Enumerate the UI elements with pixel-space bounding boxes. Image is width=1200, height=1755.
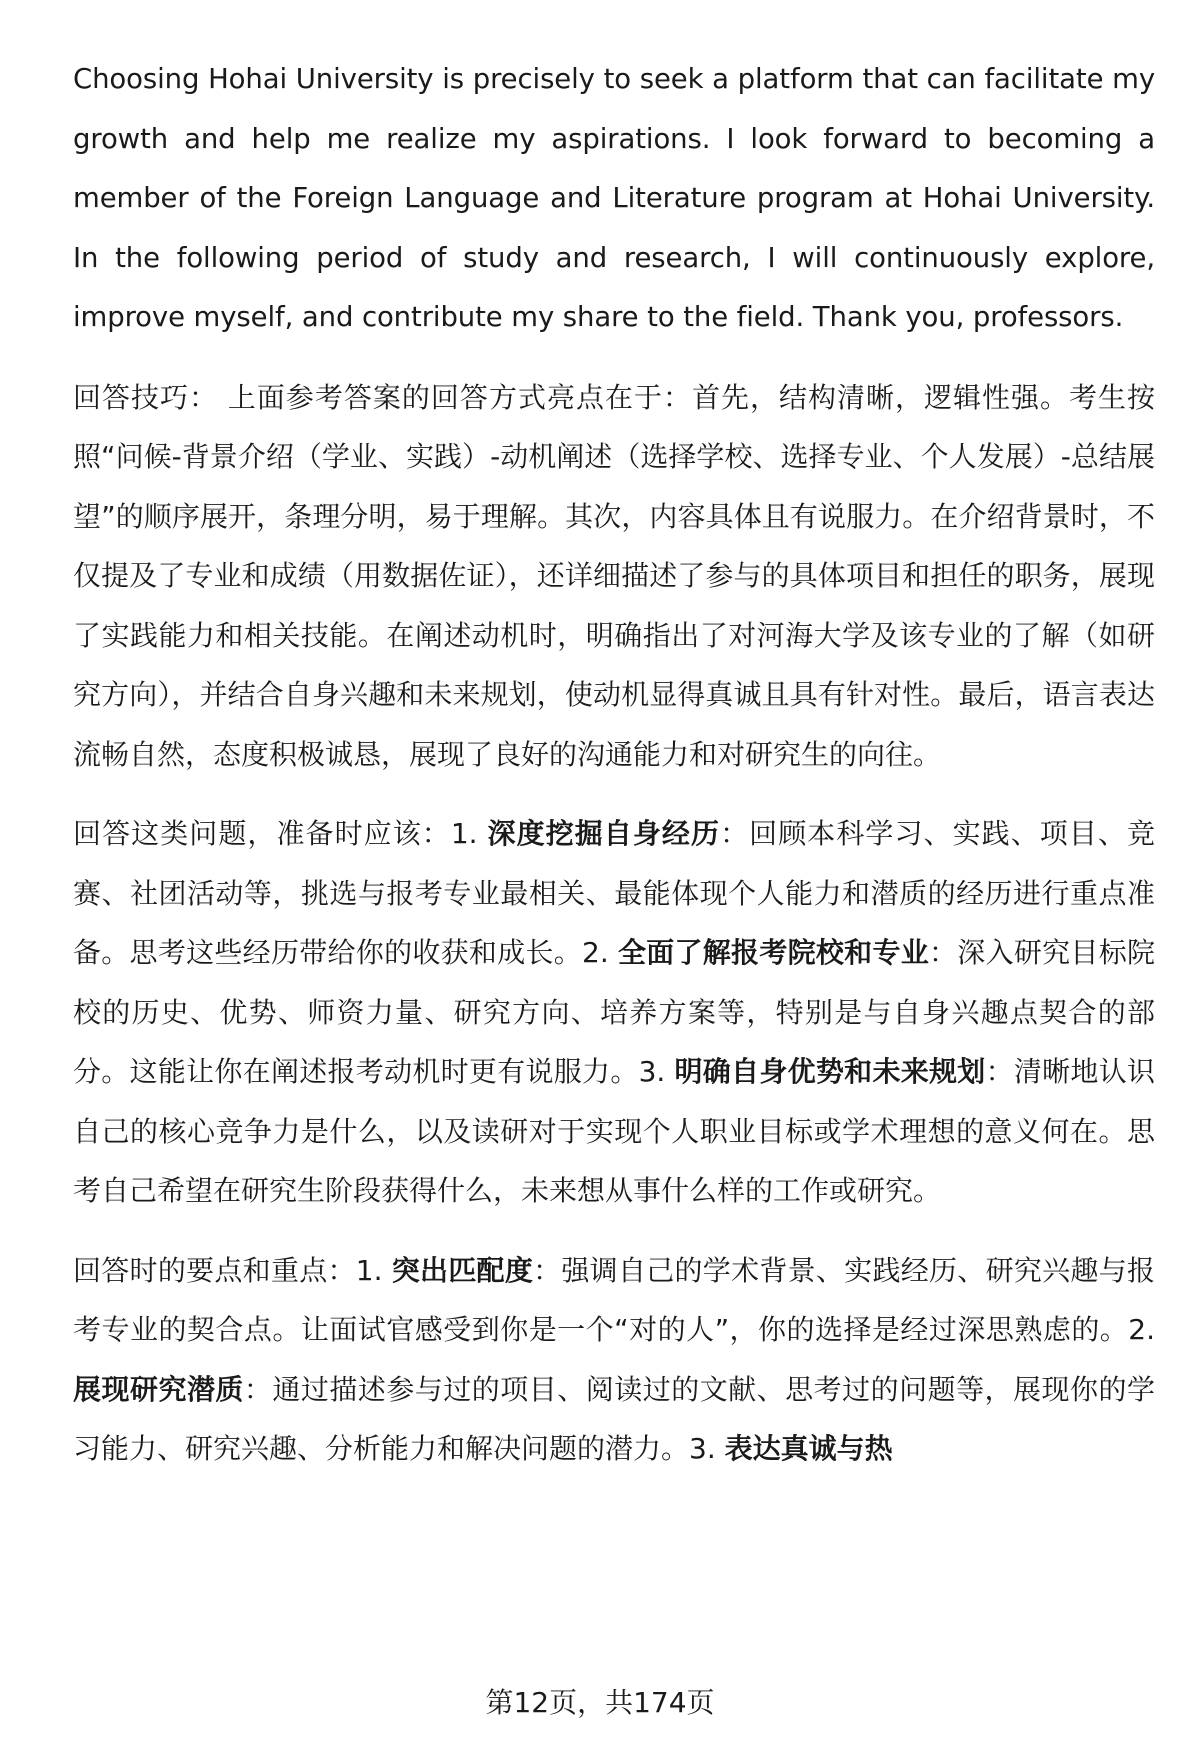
bold-keyword: 展现研究潜质 [73,1372,244,1406]
paragraph-text: 回答时的要点和重点：1. [73,1253,392,1287]
paragraph-text: Choosing Hohai University is precisely to seek a platform that can facilitate my growth and help me realize my aspirations. I look forward to becoming a member of the Foreign Language and Literature program at Hohai University. In the following period of study and research, I will continuously explore, improve myself, and contribute my share to the field. Thank you, professors. [73,63,1155,333]
paragraph-text: ：强调自己的学术背景、实践经历、研究兴趣与报考专业的契合点。让面试官感受到你是一个“对的人”，你的选择是经过深思熟虑的。2. [73,1253,1155,1346]
page-number-label: 第12页，共174页 [485,1686,715,1719]
document-body [73,50,1155,1499]
bold-keyword: 突出匹配度 [391,1253,534,1287]
paragraph-text: 回答技巧： 上面参考答案的回答方式亮点在于：首先，结构清晰，逻辑性强。考生按照“问候-背景介绍（学业、实践）-动机阐述（选择学校、选择专业、个人发展）-总结展望”的顺序展开，条理分明，易于理解。其次，内容具体且有说服力。在介绍背景时，不仅提及了专业和成绩（用数据佐证），还详细描述了参与的具体项目和担任的职务，展现了实践能力和相关技能。在阐述动机时，明确指出了对河海大学及该专业的了解（如研究方向），并结合自身兴趣和未来规划，使动机显得真诚且具有针对性。最后，语言表达流畅自然，态度积极诚恳，展现了良好的沟通能力和对研究生的向往。 [73,380,1155,771]
paragraph-text: ：回顾本科学习、实践、项目、竞赛、社团活动等，挑选与报考专业最相关、最能体现个人能力和潜质的经历进行重点准备。思考这些经历带给你的收获和成长。2. [73,817,1155,969]
paragraph-conclusion [73,50,1155,348]
paragraph-answer-tips [73,368,1155,785]
bold-keyword: 明确自身优势和未来规划 [674,1055,986,1088]
paragraph-preparation [73,804,1155,1221]
paragraph-key-points [73,1241,1155,1479]
bold-keyword: 全面了解报考院校和专业 [617,936,930,969]
paragraph-text: 回答这类问题，准备时应该：1. [73,817,488,850]
bold-keyword: 表达真诚与热 [724,1432,893,1465]
paragraph-text: ：通过描述参与过的项目、阅读过的文献、思考过的问题等，展现你的学习能力、研究兴趣、分析能力和解决问题的潜力。3. [73,1372,1155,1465]
paragraph-text: ：深入研究目标院校的历史、优势、师资力量、研究方向、培养方案等，特别是与自身兴趣点契合的部分。这能让你在阐述报考动机时更有说服力。3. [73,936,1155,1088]
bold-keyword: 深度挖掘自身经历 [487,817,721,850]
page-number-footer [0,1683,1200,1723]
paragraph-text: ：清晰地认识自己的核心竞争力是什么，以及读研对于实现个人职业目标或学术理想的意义何在。思考自己希望在研究生阶段获得什么，未来想从事什么样的工作或研究。 [73,1055,1155,1207]
